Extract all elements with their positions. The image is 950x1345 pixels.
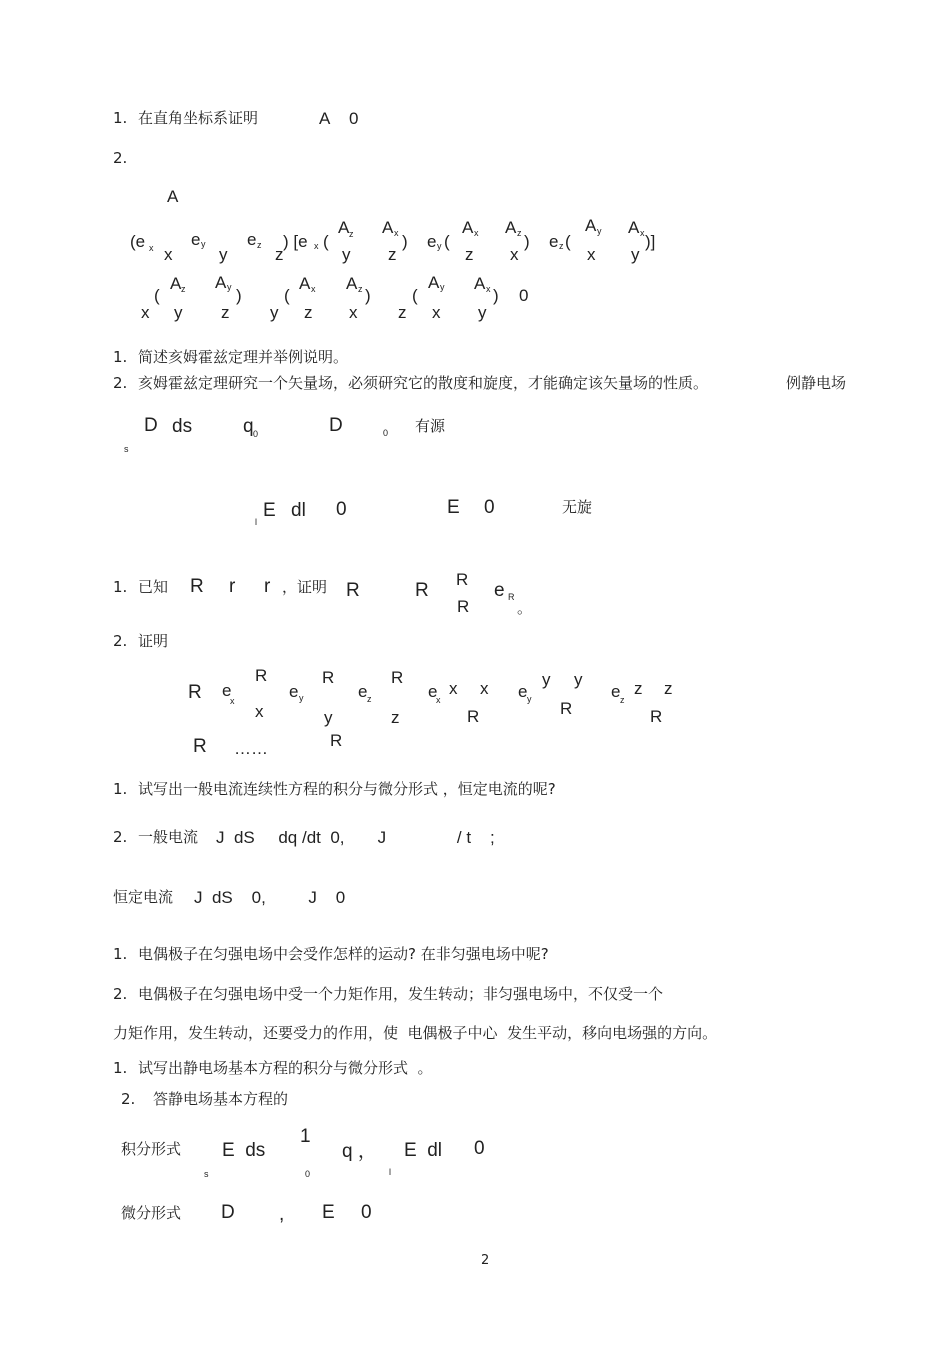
a1-sub: z <box>181 284 186 294</box>
a1-a: A <box>428 273 440 292</box>
a1-paren: ( <box>565 232 571 251</box>
q1-formula-a: A <box>319 109 331 128</box>
a1-ax2: A <box>462 218 474 237</box>
a3-den: z <box>391 708 400 727</box>
a1-a: A <box>215 273 227 292</box>
a6-text: 答静电场基本方程的 <box>153 1090 289 1108</box>
a3-z: z <box>664 679 673 698</box>
a1-paren: ) <box>365 286 371 305</box>
q6-text: 试写出静电场基本方程的积分与微分形式 。 <box>138 1059 433 1077</box>
a2-ds: ds <box>172 416 193 437</box>
q3-r2: r <box>264 576 271 597</box>
a1-sub: x <box>149 243 154 253</box>
q3-r3: R <box>346 580 360 601</box>
a2-dl: dl <box>291 500 306 521</box>
a3-y: y <box>542 670 551 689</box>
a1-paren: ( <box>412 286 418 305</box>
a1-ez2: e <box>549 232 559 251</box>
a3-e: e <box>518 682 528 701</box>
q3-r1: r <box>229 576 236 597</box>
a6-differential-label: 微分形式 <box>121 1204 182 1222</box>
q3-frac-num: R <box>456 570 469 589</box>
a6-int-q: q ， <box>342 1141 377 1162</box>
a1-sub: x <box>486 284 491 294</box>
a4-eq2: J dS 0, J 0 <box>194 888 346 907</box>
a2-s-sub: s <box>124 444 129 454</box>
a1-sub: z <box>358 284 363 294</box>
q5-text: 电偶极子在匀强电场中会受作怎样的运动? 在非匀强电场中呢? <box>138 945 549 963</box>
q4-number: 1. <box>113 780 128 798</box>
a3-text: 证明 <box>138 632 169 650</box>
a3-rnum: R <box>322 668 335 687</box>
a3-x: x <box>449 679 458 698</box>
a1-sub: x <box>394 228 399 238</box>
a3-den: x <box>255 702 264 721</box>
a1-lp: (e <box>130 232 146 251</box>
a3-sub: y <box>299 693 304 703</box>
q3-number: 1. <box>113 578 128 596</box>
a1-paren: ) <box>402 232 408 251</box>
a3-y: y <box>574 670 583 689</box>
a3-e: e <box>289 682 299 701</box>
a1-den: z <box>221 303 230 322</box>
a1-den: y <box>270 303 279 322</box>
a1-ey2: e <box>427 232 437 251</box>
q3-prove: ，证明 <box>282 578 328 596</box>
a1-a: A <box>474 274 486 293</box>
a5-line1: 电偶极子在匀强电场中受一个力矩作用，发生转动；非匀强电场中，不仅受一个 <box>138 985 664 1003</box>
a6-diff-comma: , <box>279 1204 285 1225</box>
a2-label-irrotational: 无旋 <box>562 498 593 516</box>
a1-sub: z <box>349 229 354 239</box>
a1-end: )] <box>645 232 656 251</box>
a1-ay: A <box>585 216 597 235</box>
a6-int-e: E ds <box>222 1140 266 1161</box>
a1-sub: x <box>640 228 645 238</box>
a1-den: y <box>342 245 351 264</box>
q4-text: 试写出一般电流连续性方程的积分与微分形式 ，恒定电流的呢? <box>138 780 556 798</box>
page-number: 2 <box>481 1253 490 1268</box>
a2-e2: E <box>447 497 460 518</box>
a2-example: 例静电场 <box>786 374 847 392</box>
q3-frac-den: R <box>457 597 470 616</box>
a1-sub: y <box>597 226 602 236</box>
a3-sub: x <box>230 696 235 706</box>
q3-e-sub: R <box>508 592 515 602</box>
a3-r: R <box>330 731 343 750</box>
a6-diff-zero: 0 <box>361 1202 372 1223</box>
a1-den: x <box>164 245 173 264</box>
a6-int-one: 1 <box>300 1126 311 1147</box>
q6-number: 1. <box>113 1059 128 1077</box>
a1-az: A <box>338 218 350 237</box>
a1-paren: ( <box>323 232 329 251</box>
a3-sub: z <box>367 694 372 704</box>
a3-dots: …… <box>234 739 268 758</box>
a3-rnum: R <box>255 666 268 685</box>
a1-den: y <box>631 245 640 264</box>
a4-eq1: J dS dq /dt 0, J / t ; <box>216 828 495 847</box>
a3-e: e <box>222 681 232 700</box>
q2-number: 1. <box>113 348 128 366</box>
a1-den: y <box>478 303 487 322</box>
a1-sub: x <box>311 284 316 294</box>
a3-x: x <box>480 679 489 698</box>
q1-formula-zero: 0 <box>349 109 359 128</box>
a2-zero: 0 <box>336 499 347 520</box>
q3-e: e <box>494 580 505 601</box>
a2-number: 2. <box>113 374 128 392</box>
a2-zero: 0 <box>383 428 389 438</box>
a1-paren: ) <box>524 232 530 251</box>
a1-den: z <box>465 245 474 264</box>
a3-z: z <box>634 679 643 698</box>
a1-number: 2. <box>113 149 128 167</box>
a6-diff-d: D <box>221 1202 235 1223</box>
a1-paren: ( <box>154 286 160 305</box>
a1-ax3: A <box>628 218 640 237</box>
a1-sub: x <box>314 241 319 251</box>
a6-diff-e: E <box>322 1202 335 1223</box>
a1-sub: y <box>437 241 442 251</box>
a1-den: x <box>349 303 358 322</box>
a6-int-l: l <box>389 1167 391 1177</box>
a1-a: A <box>346 274 358 293</box>
q5-number: 1. <box>113 945 128 963</box>
a1-zero: 0 <box>519 286 529 305</box>
q3-r: R <box>190 576 204 597</box>
a1-az2: A <box>505 218 517 237</box>
a1-mid: ) [e <box>283 232 308 251</box>
a1-den: z <box>388 245 397 264</box>
a1-a: A <box>299 274 311 293</box>
a1-ez: e <box>247 230 257 249</box>
a1-den: z <box>275 245 284 264</box>
a2-d2: D <box>329 415 343 436</box>
a1-paren: ( <box>284 286 290 305</box>
a2-label-source: 有源 <box>415 417 446 435</box>
a3-den: y <box>324 708 333 727</box>
a1-ey: e <box>191 230 201 249</box>
a4-number: 2. <box>113 828 128 846</box>
a3-e: e <box>358 682 368 701</box>
a1-sub: y <box>440 282 445 292</box>
q1-text: 在直角坐标系证明 <box>138 109 259 127</box>
a1-paren: ) <box>236 286 242 305</box>
a5-number: 2. <box>113 985 128 1003</box>
a3-den: R <box>650 707 663 726</box>
a1-den: z <box>304 303 313 322</box>
q3-dot: 。 <box>517 599 533 617</box>
a3-sub: z <box>620 695 625 705</box>
a1-a: A <box>170 274 182 293</box>
a1-den: x <box>510 245 519 264</box>
a1-den: x <box>432 303 441 322</box>
a1-den: y <box>219 245 228 264</box>
a1-sub: y <box>227 282 232 292</box>
a1-top-a: A <box>167 187 179 206</box>
a3-r: R <box>193 736 207 757</box>
a1-sub: z <box>257 240 262 250</box>
a1-den: y <box>174 303 183 322</box>
a1-sub: z <box>559 241 564 251</box>
a4-general: 一般电流 <box>138 828 199 846</box>
a2-text: 亥姆霍兹定理研究一个矢量场，必须研究它的散度和旋度，才能确定该矢量场的性质。 <box>138 374 709 392</box>
a1-paren: ( <box>444 232 450 251</box>
a1-sub: y <box>201 239 206 249</box>
a2-d: D <box>144 415 158 436</box>
q3-r4: R <box>415 580 429 601</box>
a6-number: 2. <box>121 1090 136 1108</box>
a3-rnum: R <box>391 668 404 687</box>
a1-den: x <box>141 303 150 322</box>
a5-line2: 力矩作用，发生转动，还要受力的作用，使 电偶极子中心 发生平动，移向电场强的方向。 <box>113 1024 718 1042</box>
a4-steady: 恒定电流 <box>113 888 174 906</box>
a2-q: q <box>243 416 254 437</box>
a6-int-zero: 0 <box>474 1138 485 1159</box>
a1-ax: A <box>382 218 394 237</box>
a6-int-e2: E dl <box>404 1140 443 1161</box>
a3-e: e <box>428 682 438 701</box>
a1-sub: z <box>517 228 522 238</box>
a6-int-0: 0 <box>305 1169 311 1179</box>
a3-den: R <box>560 699 573 718</box>
q1-number: 1. <box>113 109 128 127</box>
q2-text: 简述亥姆霍兹定理并举例说明。 <box>138 348 349 366</box>
a3-sub: y <box>527 694 532 704</box>
a3-r: R <box>188 682 202 703</box>
a3-e: e <box>611 682 621 701</box>
a1-den: x <box>587 245 596 264</box>
a2-q-sub: 0 <box>253 429 259 439</box>
a1-paren: ) <box>493 286 499 305</box>
a6-integral-label: 积分形式 <box>121 1140 182 1158</box>
a2-e: E <box>263 500 276 521</box>
a3-sub: x <box>436 695 441 705</box>
a2-l-sub: l <box>255 517 257 527</box>
a1-sub: x <box>474 228 479 238</box>
a6-int-s: s <box>204 1169 209 1179</box>
a3-den: R <box>467 707 480 726</box>
a1-den: z <box>398 303 407 322</box>
q3-known: 已知 <box>138 578 169 596</box>
a2-zero2: 0 <box>484 497 495 518</box>
a3-number: 2. <box>113 632 128 650</box>
